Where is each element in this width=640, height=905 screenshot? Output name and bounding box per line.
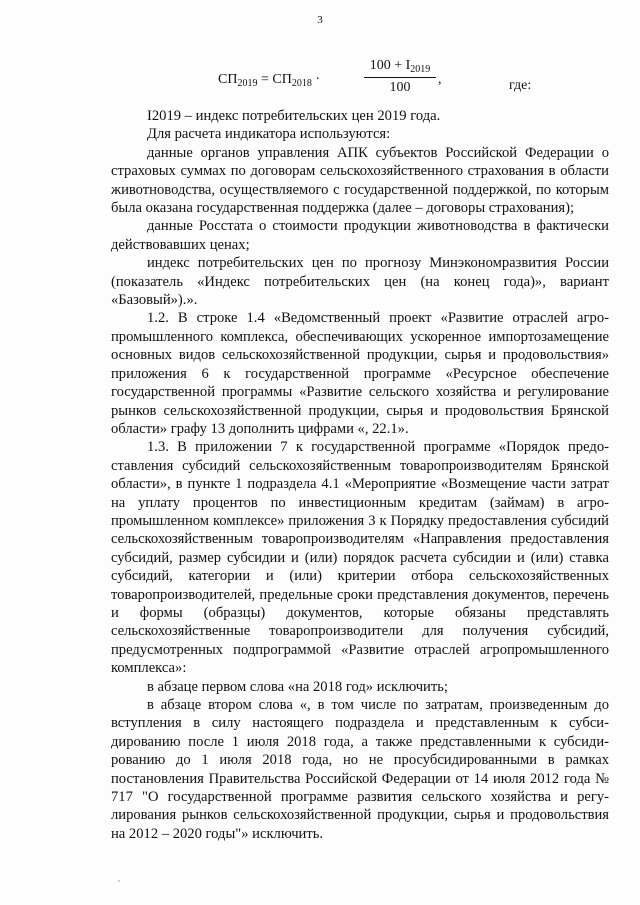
formula-times: ·: [311, 72, 320, 87]
formula-rhs-subscript: 2018: [291, 78, 312, 89]
formula-numerator-prefix: 100 + I: [369, 58, 411, 73]
paragraph-cpi-forecast: индекс потребительских цен по прогнозу Минэкономразвития России (показатель «Индекс потребительских цен (на конец года)», вариант «Базовый»).».: [111, 255, 609, 309]
formula-left-side: [218, 72, 320, 89]
formula: [0, 50, 640, 94]
paragraph-indicator-sources-intro: Для расчета индикатора используются:: [147, 126, 391, 143]
scan-artifact: [118, 880, 120, 882]
formula-comma: ,: [438, 72, 442, 87]
formula-denominator: 100: [389, 80, 411, 95]
paragraph-second-subparagraph: в абзаце втором слова «, в том числе по затратам, произведенным до вступления в силу настоящего подраздела и представленным к субсидированию после 1 июля 2018 года, а также представленными к субсидированию до 1 июля 2018 года, но не просубсидированными в рамках постановления Правительства Российской Федерации от 14 июля 2012 года № 717 "О государственной программе развития сельского хозяйства и регулирования рынков сельскохозяйственной продукции, сырья и продовольствия на 2012 – 2020 годы"» исключить.: [111, 697, 609, 842]
formula-fraction: [364, 58, 436, 96]
paragraph-first-subparagraph: в абзаце первом слова «на 2018 год» исключить;: [147, 678, 448, 695]
formula-numerator-subscript: 2019: [410, 64, 431, 75]
page-number: 3: [317, 14, 323, 26]
paragraph-item-1-3: 1.3. В приложении 7 к государственной программе «Порядок предоставления субсидий сельскохозяйственным товаропроизводителям Брянской области», в пункте 1 подраздела 4.1 «Мероприятие «Возмещение части затрат на уплату процентов по инвестиционным кредитам (займам) в агропромышленном комплексе» приложения 3 к Порядку предоставления субсидий сельскохозяйственным товаропроизводителям «Направления предоставления субсидий, размер субсидии и (или) порядок расчета субсидии и (или) ставка субсидий, категории и (или) критерии отбора сельскохозяйственных товаропроизводителей, предельные сроки представления документов, перечень и формы (образцы) документов, которые обязаны представлять сельскохозяйственные товаропроизводители для получения субсидий, предусмотренных подпрограммой «Развитие отраслей агропромышленного комплекса»:: [111, 439, 609, 677]
paragraph-index-definition: I2019 – индекс потребительских цен 2019 года.: [147, 108, 441, 124]
paragraph-apk-data: данные органов управления АПК субъектов Российской Федерации о страховых суммах по договорам сельскохозяйственного страхования в области животноводства, осуществляемого с государственной поддержкой, по которым была оказана государственная поддержка (далее – договоры страхования);: [111, 144, 609, 217]
paragraph-rosstat-data: данные Росстата о стоимости продукции животноводства в фактически действовавших ценах;: [111, 218, 609, 253]
paragraph-item-1-2: 1.2. В строке 1.4 «Ведомственный проект «Развитие отраслей агропромышленного комплекса, обеспечивающих ускоренное импортозамещение основных видов сельскохозяйственной продукции, сырья и продовольствия» приложения 6 к государственной программе «Ресурсное обеспечение государственной программы «Развитие сельского хозяйства и регулирование рынков сельскохозяйственной продукции, сырья и продовольствия Брянской области» графу 13 дополнить цифрами «, 22.1».: [111, 310, 609, 437]
formula-lhs-subscript: 2019: [237, 78, 258, 89]
formula-rhs-symbol: СП: [272, 72, 292, 87]
document-body: [111, 107, 609, 843]
formula-equals: =: [257, 72, 273, 87]
formula-where: где:: [509, 78, 532, 93]
formula-lhs-symbol: СП: [218, 72, 238, 87]
formula-numerator: [368, 58, 433, 77]
